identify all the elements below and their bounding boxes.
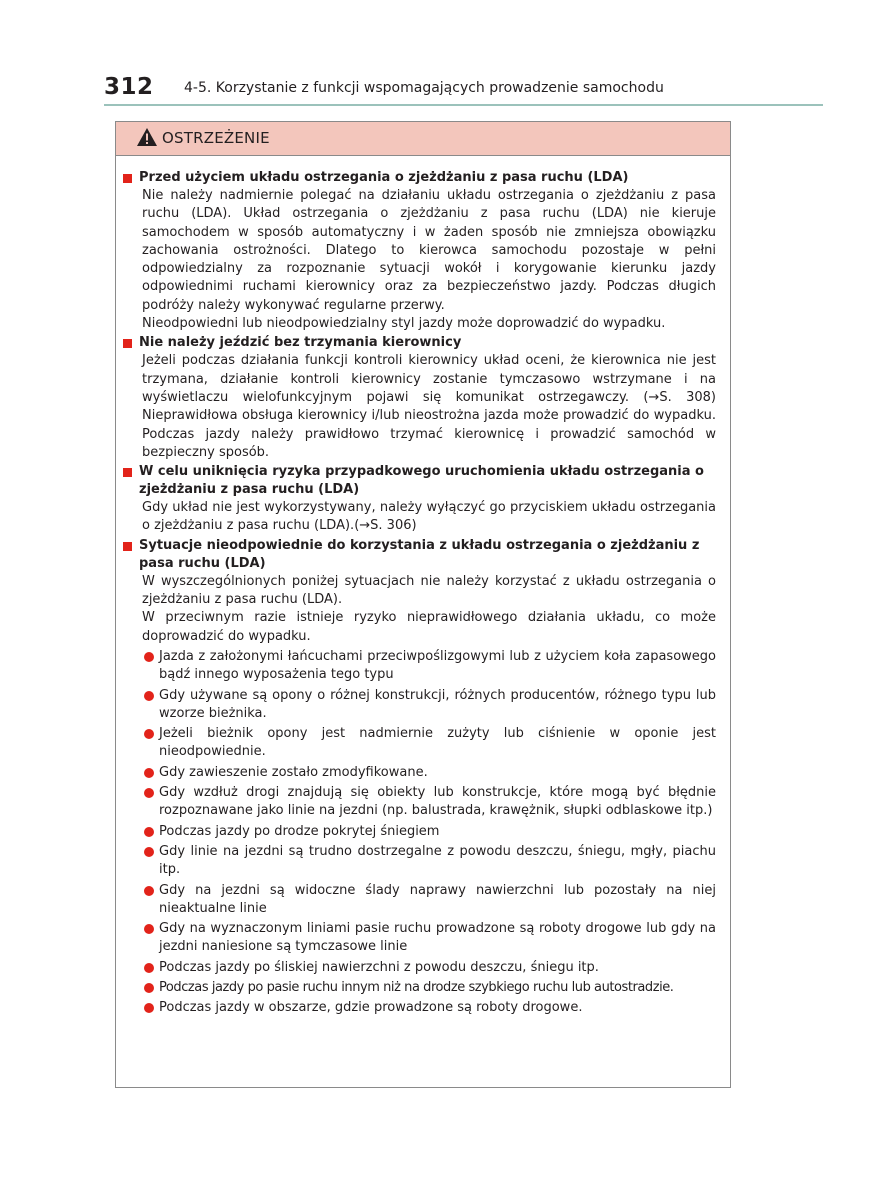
square-bullet-icon (123, 339, 132, 348)
list-item: Podczas jazdy po pasie ruchu innym niż na drodze szybkiego ruchu lub autostradzie. (122, 979, 716, 997)
bullet-dot-icon (144, 788, 154, 798)
bullet-dot-icon (144, 924, 154, 934)
section-hands-on-wheel (122, 334, 716, 462)
bullet-dot-icon (144, 729, 154, 739)
list-item: Gdy wzdłuż drogi znajdują się obiekty lub konstrukcje, które mogą być błędnie rozpoznawane jako linie na jezdni (np. balustrada, krawężnik, słupki odblaskowe itp.) (122, 784, 716, 821)
paragraph: Nie należy nadmiernie polegać na działaniu układu ostrzegania o zjeżdżaniu z pasa ruchu (LDA). Układ ostrzegania o zjeżdżaniu z pasa ruchu (LDA) nie kieruje samochodem w sposób automatyczny i w żaden sposób nie zmniejsza obowiązku zachowania ostrożności. Dlatego to kierowca samochodu pozostaje w pełni odpowiedzialny za rozpoznanie sytuacji wokół i korygowanie kierunku jazdy odpowiednimi ruchami kierownicy oraz za bezpieczeństwo jazdy. Podczas długich podróży należy wykonywać regularne przerwy. (142, 188, 716, 313)
situation-list (122, 648, 716, 1018)
list-item: Podczas jazdy w obszarze, gdzie prowadzone są roboty drogowe. (122, 999, 716, 1017)
paragraph: Jeżeli podczas działania funkcji kontroli kierownicy układ oceni, że kierownica nie jest trzymana, działanie kontroli kierownicy zostanie tymczasowo wstrzymane i na wyświetlaczu wielofunkcyjnym pojawi się komunikat ostrzegawczy. (→S. 308) Nieprawidłowa obsługa kierownicy i/lub nieostrożna jazda może prowadzić do wypadku. Podczas jazdy należy prawidłowo trzymać kierownicę i prowadzić samochód w bezpieczny sposób. (142, 353, 716, 460)
page-number: 312 (104, 74, 154, 100)
section-heading (122, 169, 716, 187)
page-header (104, 72, 824, 106)
paragraph: Nieodpowiedni lub nieodpowiedzialny styl jazdy może doprowadzić do wypadku. (142, 316, 666, 332)
square-bullet-icon (123, 542, 132, 551)
list-item: Gdy używane są opony o różnej konstrukcji, różnych producentów, różnego typu lub wzorze bieżnika. (122, 687, 716, 724)
section-heading (122, 334, 716, 352)
bullet-dot-icon (144, 827, 154, 837)
bullet-dot-icon (144, 963, 154, 973)
chapter-title: 4-5. Korzystanie z funkcji wspomagających prowadzenie samochodu (184, 80, 664, 96)
paragraph: W wyszczególnionych poniżej sytuacjach nie należy korzystać z układu ostrzegania o zjeżdżaniu z pasa ruchu (LDA). (142, 573, 716, 608)
bullet-dot-icon (144, 1003, 154, 1013)
warning-header (116, 122, 730, 156)
warning-box (115, 121, 731, 1088)
list-item: Jeżeli bieżnik opony jest nadmiernie zużyty lub ciśnienie w oponie jest nieodpowiednie. (122, 725, 716, 762)
paragraph: Gdy układ nie jest wykorzystywany, należy wyłączyć go przyciskiem układu ostrzegania o zjeżdżaniu z pasa ruchu (LDA).(→S. 306) (142, 500, 716, 534)
paragraph: W przeciwnym razie istnieje ryzyko nieprawidłowego działania układu, co może doprowadzić do wypadku. (142, 610, 716, 644)
list-item: Podczas jazdy po śliskiej nawierzchni z powodu deszczu, śniegu itp. (122, 959, 716, 977)
list-item: Jazda z założonymi łańcuchami przeciwpoślizgowymi lub z użyciem koła zapasowego bądź innego wyposażenia tego typu (122, 648, 716, 685)
section-heading-text: Sytuacje nieodpowiednie do korzystania z układu ostrzegania o zjeżdżaniu z pasa ruchu (LDA) (139, 537, 700, 571)
section-heading (122, 537, 716, 573)
header-divider (104, 104, 823, 106)
section-unsuitable-situations (122, 537, 716, 1018)
list-item: Gdy na wyznaczonym liniami pasie ruchu prowadzone są roboty drogowe lub gdy na jezdni naniesione są tymczasowe linie (122, 920, 716, 957)
list-item: Podczas jazdy po drodze pokrytej śniegiem (122, 823, 716, 841)
section-heading (122, 463, 716, 499)
warning-body (116, 156, 730, 1018)
bullet-dot-icon (144, 652, 154, 662)
list-item: Gdy linie na jezdni są trudno dostrzegalne z powodu deszczu, śniegu, mgły, piachu itp. (122, 843, 716, 880)
warning-triangle-icon (136, 127, 158, 147)
section-accidental-activation (122, 463, 716, 536)
square-bullet-icon (123, 174, 132, 183)
bullet-dot-icon (144, 691, 154, 701)
bullet-dot-icon (144, 768, 154, 778)
bullet-dot-icon (144, 847, 154, 857)
bullet-dot-icon (144, 886, 154, 896)
square-bullet-icon (123, 468, 132, 477)
section-heading-text: Nie należy jeździć bez trzymania kierownicy (139, 335, 462, 351)
warning-title: OSTRZEŻENIE (162, 129, 270, 147)
list-item: Gdy na jezdni są widoczne ślady naprawy nawierzchni lub pozostały na niej nieaktualne linie (122, 882, 716, 919)
section-heading-text: W celu uniknięcia ryzyka przypadkowego uruchomienia układu ostrzegania o zjeżdżaniu z pasa ruchu (LDA) (139, 464, 704, 498)
section-before-use (122, 169, 716, 333)
bullet-dot-icon (144, 983, 154, 993)
section-heading-text: Przed użyciem układu ostrzegania o zjeżdżaniu z pasa ruchu (LDA) (139, 170, 629, 185)
list-item: Gdy zawieszenie zostało zmodyfikowane. (122, 764, 716, 782)
